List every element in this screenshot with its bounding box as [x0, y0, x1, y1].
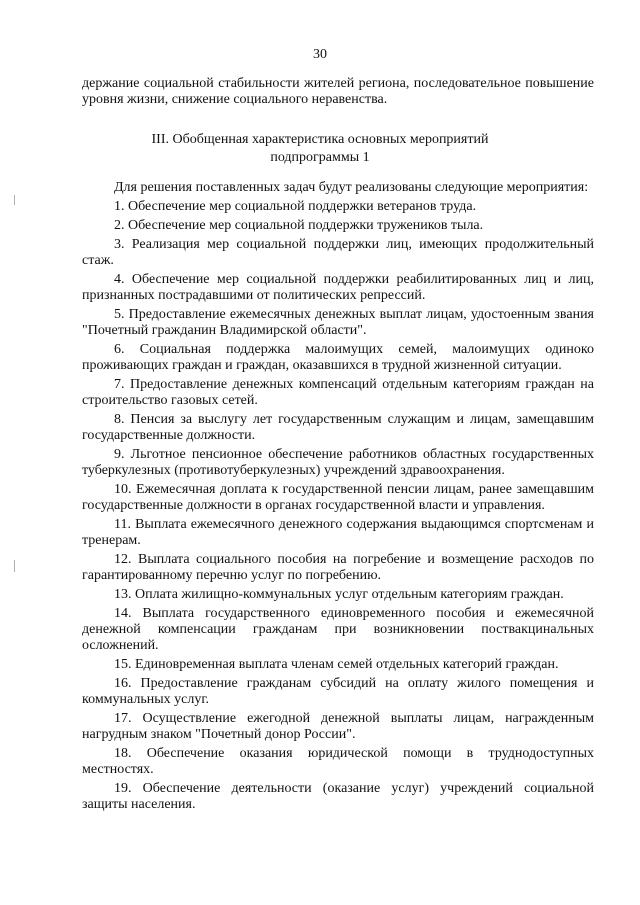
list-item: 10. Ежемесячная доплата к государственной пенсии лицам, ранее замещавшим государственные должности в органах государственной власти и управления. [82, 482, 594, 513]
section-heading-line-2: подпрограммы 1 [270, 150, 370, 165]
list-item: 15. Единовременная выплата членам семей отдельных категорий граждан. [114, 657, 559, 672]
measures-list [82, 180, 594, 813]
list-item: 5. Предоставление ежемесячных денежных выплат лицам, удостоенным звания "Почетный гражданин Владимирской области". [82, 307, 594, 338]
list-item: 19. Обеспечение деятельности (оказание услуг) учреждений социальной защиты населения. [82, 781, 594, 812]
list-item: 3. Реализация мер социальной поддержки лиц, имеющих продолжительный стаж. [82, 237, 594, 268]
list-item: 1. Обеспечение мер социальной поддержки ветеранов труда. [114, 199, 477, 214]
list-item: 14. Выплата государственного единовременного пособия и ежемесячной денежной компенсации гражданам при возникновении поствакцинальных осложнений. [82, 606, 594, 653]
section-heading-line-1: III. Обобщенная характеристика основных мероприятий [151, 132, 489, 147]
list-item: 13. Оплата жилищно-коммунальных услуг отдельным категориям граждан. [114, 587, 564, 602]
intro-paragraph: держание социальной стабильности жителей региона, последовательное повышение уровня жизни, снижение социального неравенства. [82, 76, 594, 107]
list-item: 11. Выплата ежемесячного денежного содержания выдающимся спортсменам и тренерам. [82, 517, 594, 548]
list-item: 2. Обеспечение мер социальной поддержки тружеников тыла. [114, 218, 484, 233]
list-item: 16. Предоставление гражданам субсидий на оплату жилого помещения и коммунальных услуг. [82, 676, 594, 707]
list-item: 6. Социальная поддержка малоимущих семей, малоимущих одиноко проживающих граждан и граждан, оказавшихся в трудной жизненной ситуации. [82, 342, 594, 373]
list-item: 12. Выплата социального пособия на погребение и возмещение расходов по гарантированному перечню услуг по погребению. [82, 552, 594, 583]
section-heading [0, 131, 640, 167]
list-item: 17. Осуществление ежегодной денежной выплаты лицам, награжденным нагрудным знаком "Почетный донор России". [82, 711, 594, 742]
scan-margin-mark [14, 195, 15, 205]
page-number: 30 [313, 47, 327, 62]
scan-margin-mark [14, 560, 15, 572]
list-item: 4. Обеспечение мер социальной поддержки реабилитированных лиц и лиц, признанных пострадавшими от политических репрессий. [82, 272, 594, 303]
list-item: 18. Обеспечение оказания юридической помощи в труднодоступных местностях. [82, 746, 594, 777]
list-item: 7. Предоставление денежных компенсаций отдельным категориям граждан на строительство газовых сетей. [82, 377, 594, 408]
list-item: 9. Льготное пенсионное обеспечение работников областных государственных туберкулезных (противотуберкулезных) учреждений здравоохранения. [82, 447, 594, 478]
lead-paragraph: Для решения поставленных задач будут реализованы следующие мероприятия: [114, 180, 589, 195]
list-item: 8. Пенсия за выслугу лет государственным служащим и лицам, замещавшим государственные должности. [82, 412, 594, 443]
